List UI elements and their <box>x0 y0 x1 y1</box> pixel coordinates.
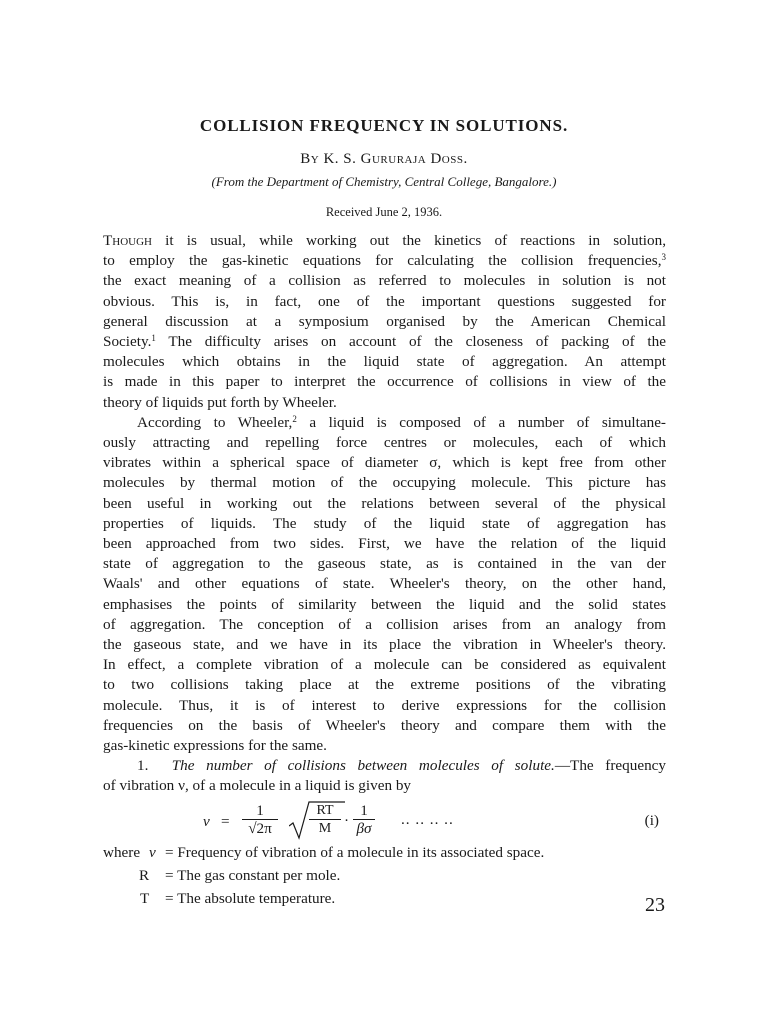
eq-lhs: ν <box>203 812 210 830</box>
text-line: 1. The number of collisions between molecules of solute.—The frequency <box>137 757 667 775</box>
text-line: been approached from two sides. First, we have the relation of the liquid <box>103 535 666 553</box>
equation-number: (i) <box>644 811 659 829</box>
where-definition: = The gas constant per mole. <box>165 866 341 884</box>
where-list <box>103 843 666 912</box>
where-symbol: T <box>140 889 150 907</box>
text-line: been useful in working out the relations between several of the physical <box>103 494 666 512</box>
citation-sup: 1 <box>151 333 156 344</box>
eq-dot: · <box>344 811 350 829</box>
citation-sup: 2 <box>292 413 297 424</box>
where-row: where ν = Frequency of vibration of a molecule in its associated space. <box>103 843 666 866</box>
text-line: emphasises the points of similarity between the liquid and the solid states <box>103 595 666 613</box>
section-number: 1. <box>137 757 149 775</box>
text-line: molecules which obtains in the liquid state of aggregation. An attempt <box>103 353 666 371</box>
paragraph-2 <box>103 413 666 756</box>
text-line: to employ the gas-kinetic equations for calculating the collision frequencies,$^3$ <box>103 252 666 270</box>
text-line: vibrates within a spherical space of diameter σ, which is kept free from other <box>103 454 666 472</box>
text-line: Waals' and other equations of state. Wheeler's theory, on the other hand, <box>103 575 666 593</box>
author-name: K. S. Gururaja Doss. <box>323 151 468 167</box>
where-symbol: ν <box>149 843 156 861</box>
text-line: general discussion at a symposium organised by the American Chemical <box>103 312 666 330</box>
text-line: of aggregation. The conception of a collision arises from an analogy from <box>103 615 666 633</box>
equation-i <box>103 799 666 843</box>
author-by: By <box>300 151 320 167</box>
text-line: molecule. Thus, it is of interest to derive expressions for the collision <box>103 696 666 714</box>
text-line: properties of liquids. The study of the liquid state of aggregation has <box>103 514 666 532</box>
page-number: 23 <box>645 894 665 916</box>
fraction-2: $\frac{RT}{M}$ <box>309 802 341 838</box>
text-line: ously attracting and repelling force centres or molecules, each of which <box>103 434 666 452</box>
text-line: state of aggregation to the gaseous state, as is contained in the van der <box>103 555 666 573</box>
paragraph-1 <box>103 231 666 413</box>
where-row <box>103 889 666 912</box>
text-line: molecules by thermal motion of the occupying molecule. This picture has <box>103 474 666 492</box>
text-line: the exact meaning of a collision as referred to molecules in solution is not <box>103 272 666 290</box>
text-line: gas-kinetic expressions for the same. <box>103 737 327 755</box>
text-line: frequencies on the basis of Wheeler's theory and compare them with the <box>103 716 666 734</box>
text-line: of vibration ν, of a molecule in a liquid is given by <box>103 777 412 795</box>
text-line: According to Wheeler,$^2$ a liquid is composed of a number of simultane- <box>137 413 666 431</box>
fraction-1: $\frac{1}{√2\pi}$ <box>242 802 278 838</box>
text-line: the gaseous state, and we have in its place the vibration in Wheeler's theory. <box>103 636 666 654</box>
section-1-intro <box>103 756 666 796</box>
text-line: to two collisions taking place at the extreme positions of the vibrating <box>103 676 666 694</box>
where-row <box>103 866 666 889</box>
text-line: obvious. This is, in fact, one of the important questions suggested for <box>103 292 666 310</box>
where-symbol: R <box>139 866 150 884</box>
dot-leaders: .. .. .. .. <box>401 810 454 828</box>
text-line: is made in this paper to interpret the occurrence of collisions in view of the <box>103 373 666 391</box>
text-line: Though it is usual, while working out the kinetics of reactions in solution, <box>103 232 666 249</box>
article-body <box>103 231 666 912</box>
citation-sup: 3 <box>661 252 666 263</box>
eq-equals: = <box>221 812 230 830</box>
author-line <box>0 151 768 168</box>
text-line: theory of liquids put forth by Wheeler. <box>103 393 337 411</box>
where-definition: = The absolute temperature. <box>165 889 336 907</box>
received-date: Received June 2, 1936. <box>325 205 443 219</box>
fraction-3: $\frac{1}{\beta\sigma}$ <box>353 802 375 838</box>
where-definition: = Frequency of vibration of a molecule in its associated space. <box>165 843 545 861</box>
text-line: In effect, a complete vibration of a molecule can be considered as equivalent <box>103 656 666 674</box>
affiliation: (From the Department of Chemistry, Central College, Bangalore.) <box>211 174 557 189</box>
article-title: COLLISION FREQUENCY IN SOLUTIONS. <box>199 116 569 135</box>
lead-word: Though <box>103 232 152 249</box>
section-heading: The number of collisions between molecules of solute. <box>171 757 555 775</box>
text-line: Society.$^1$ The difficulty arises on account of the closeness of packing of the <box>103 333 666 351</box>
